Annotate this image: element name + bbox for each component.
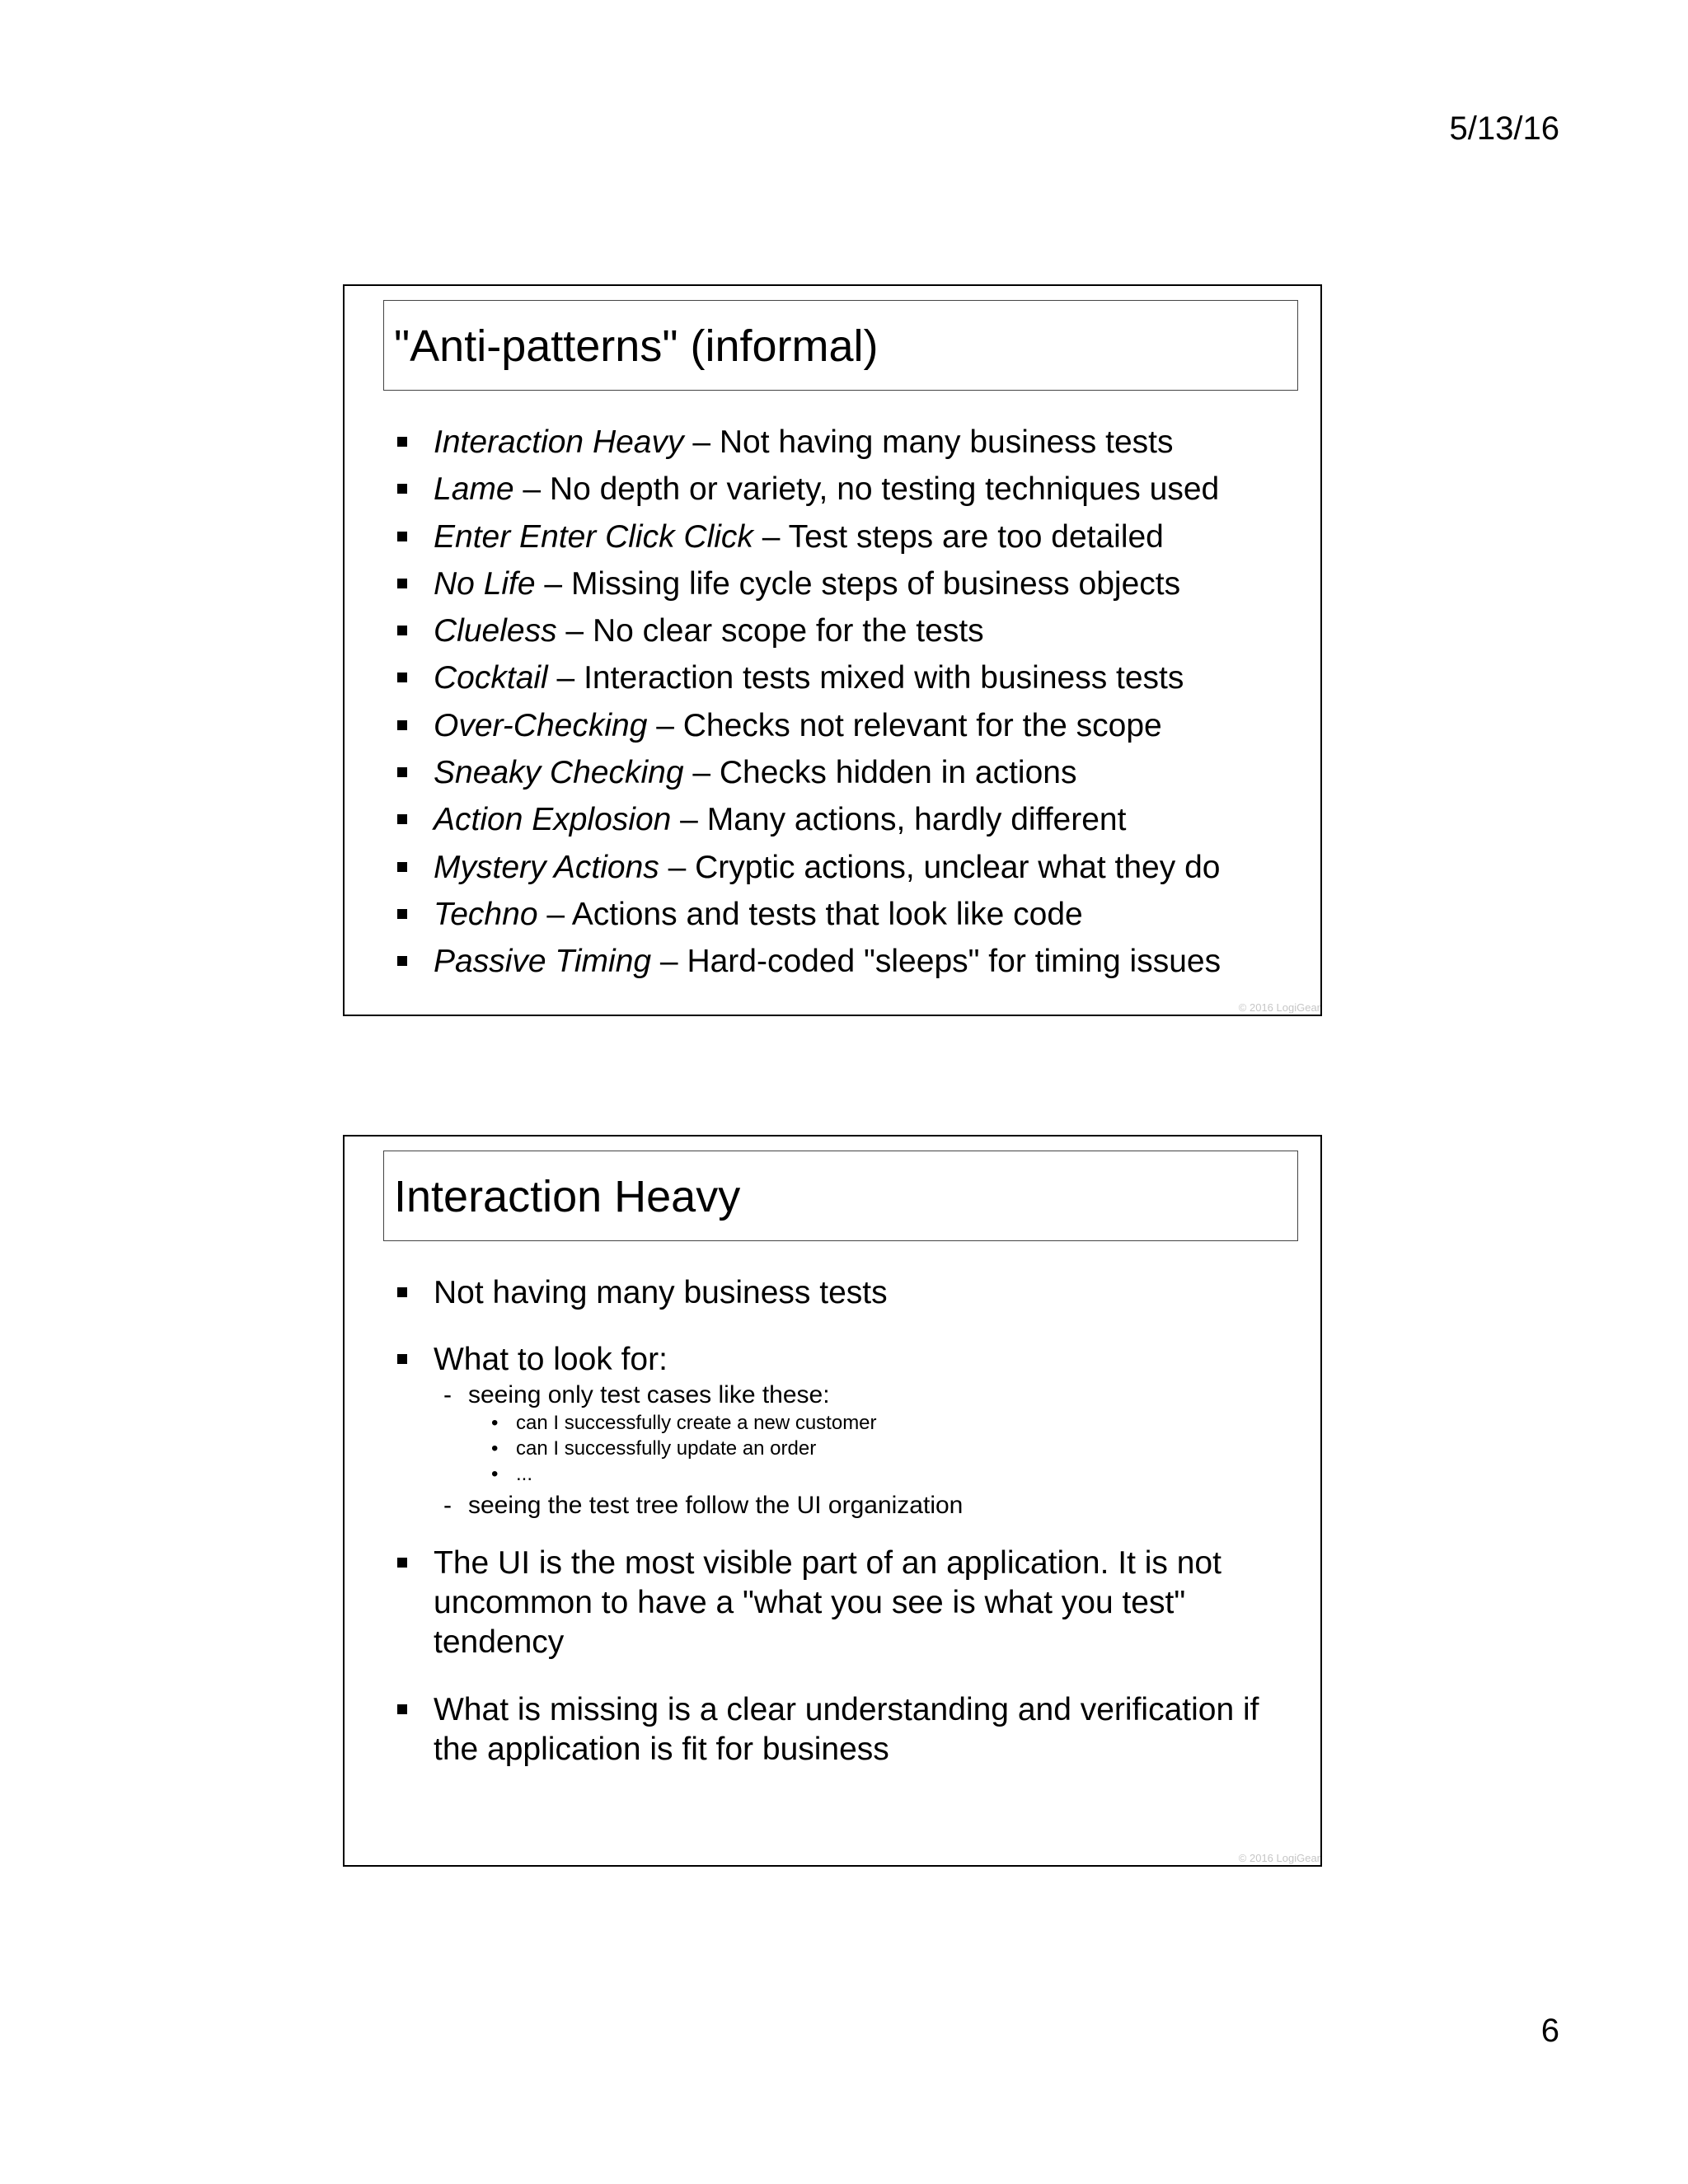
sub-bullet-text: seeing only test cases like these: <box>468 1381 830 1408</box>
pattern-term: Clueless <box>434 613 557 649</box>
page-date: 5/13/16 <box>1449 110 1559 147</box>
pattern-term: No Life <box>434 565 536 602</box>
subsub-bullet-text: can I successfully create a new customer <box>516 1412 877 1434</box>
square-bullet-icon <box>397 1558 407 1568</box>
pattern-term: Over-Checking <box>434 707 648 743</box>
square-bullet-icon <box>397 626 407 635</box>
dash-bullet-icon: - <box>443 1381 452 1408</box>
subsub-bullet-text: can I successfully update an order <box>516 1437 817 1460</box>
slide-title-box <box>383 300 1298 391</box>
pattern-description: – Test steps are too detailed <box>753 518 1164 555</box>
square-bullet-icon <box>397 532 407 541</box>
pattern-description: – Missing life cycle steps of business objects <box>535 565 1181 602</box>
square-bullet-icon <box>397 862 407 872</box>
bullet-text: What is missing is a clear understanding and verification if the application is fit for business <box>434 1692 1259 1767</box>
pattern-term: Action Explosion <box>434 802 672 838</box>
sub-bullet-text: seeing the test tree follow the UI organization <box>468 1492 964 1519</box>
bullet-ui-most-visible <box>397 1544 1282 1662</box>
pattern-description: – Not having many business tests <box>683 424 1174 460</box>
subsub-bullet-item <box>491 1436 816 1461</box>
pattern-description: – Cryptic actions, unclear what they do <box>659 849 1221 885</box>
list-item <box>397 895 1221 942</box>
bullet-what-is-missing <box>397 1690 1282 1769</box>
pattern-term: Techno <box>434 896 538 932</box>
list-item <box>397 470 1221 517</box>
list-item <box>397 942 1221 989</box>
square-bullet-icon <box>397 1354 407 1364</box>
sub-bullet-test-cases <box>443 1380 830 1410</box>
list-item <box>397 706 1221 753</box>
pattern-description: – Many actions, hardly different <box>671 802 1127 838</box>
list-item <box>397 518 1221 565</box>
dot-bullet-icon: • <box>491 1463 499 1485</box>
list-item <box>397 800 1221 847</box>
list-item <box>397 612 1221 658</box>
list-item <box>397 753 1221 800</box>
bullet-text: Not having many business tests <box>434 1275 888 1310</box>
slide-title-box <box>383 1151 1298 1241</box>
subsub-bullet-text: ... <box>516 1463 533 1485</box>
square-bullet-icon <box>397 956 407 966</box>
pattern-term: Cocktail <box>434 660 548 696</box>
bullet-text: The UI is the most visible part of an application. It is not uncommon to have a "what you see is what you test" tendency <box>434 1545 1221 1660</box>
square-bullet-icon <box>397 720 407 730</box>
list-item <box>397 565 1221 612</box>
sub-bullet-test-tree <box>443 1491 963 1521</box>
pattern-term: Sneaky Checking <box>434 755 684 791</box>
bullet-text: What to look for: <box>434 1342 668 1377</box>
anti-pattern-list <box>397 423 1221 990</box>
page-number: 6 <box>1540 2013 1559 2049</box>
pattern-description: – Checks not relevant for the scope <box>647 707 1162 743</box>
square-bullet-icon <box>397 673 407 682</box>
pattern-description: – Interaction tests mixed with business tests <box>547 660 1184 696</box>
list-item <box>397 848 1221 895</box>
pattern-description: – Hard-coded "sleeps" for timing issues <box>651 944 1221 980</box>
copyright-notice: © 2016 LogiGear <box>1238 1852 1320 1864</box>
pattern-term: Lame <box>434 471 514 508</box>
slide-title: Interaction Heavy <box>394 1172 741 1221</box>
list-item <box>397 423 1221 470</box>
dot-bullet-icon: • <box>491 1437 499 1460</box>
pattern-term: Mystery Actions <box>434 849 659 885</box>
subsub-bullet-item <box>491 1411 877 1436</box>
pattern-term: Interaction Heavy <box>434 424 684 460</box>
square-bullet-icon <box>397 767 407 777</box>
pattern-term: Passive Timing <box>434 944 652 980</box>
square-bullet-icon <box>397 1287 407 1297</box>
pattern-description: – No clear scope for the tests <box>556 613 984 649</box>
pattern-description: – Checks hidden in actions <box>683 755 1077 791</box>
subsub-bullet-item <box>491 1462 532 1487</box>
slide-anti-patterns <box>343 284 1322 1016</box>
dot-bullet-icon: • <box>491 1412 499 1434</box>
slide-title: "Anti-patterns" (informal) <box>394 321 879 371</box>
pattern-description: – Actions and tests that look like code <box>537 896 1083 932</box>
square-bullet-icon <box>397 814 407 824</box>
square-bullet-icon <box>397 1704 407 1714</box>
copyright-notice: © 2016 LogiGear <box>1238 1001 1320 1014</box>
bullet-not-having-business-tests <box>397 1273 888 1313</box>
square-bullet-icon <box>397 909 407 919</box>
list-item <box>397 658 1221 705</box>
square-bullet-icon <box>397 484 407 494</box>
pattern-description: – No depth or variety, no testing techniques used <box>513 471 1220 508</box>
bullet-what-to-look-for <box>397 1340 668 1380</box>
pattern-term: Enter Enter Click Click <box>434 518 753 555</box>
square-bullet-icon <box>397 579 407 588</box>
square-bullet-icon <box>397 437 407 447</box>
slide-interaction-heavy <box>343 1135 1322 1867</box>
dash-bullet-icon: - <box>443 1492 452 1519</box>
